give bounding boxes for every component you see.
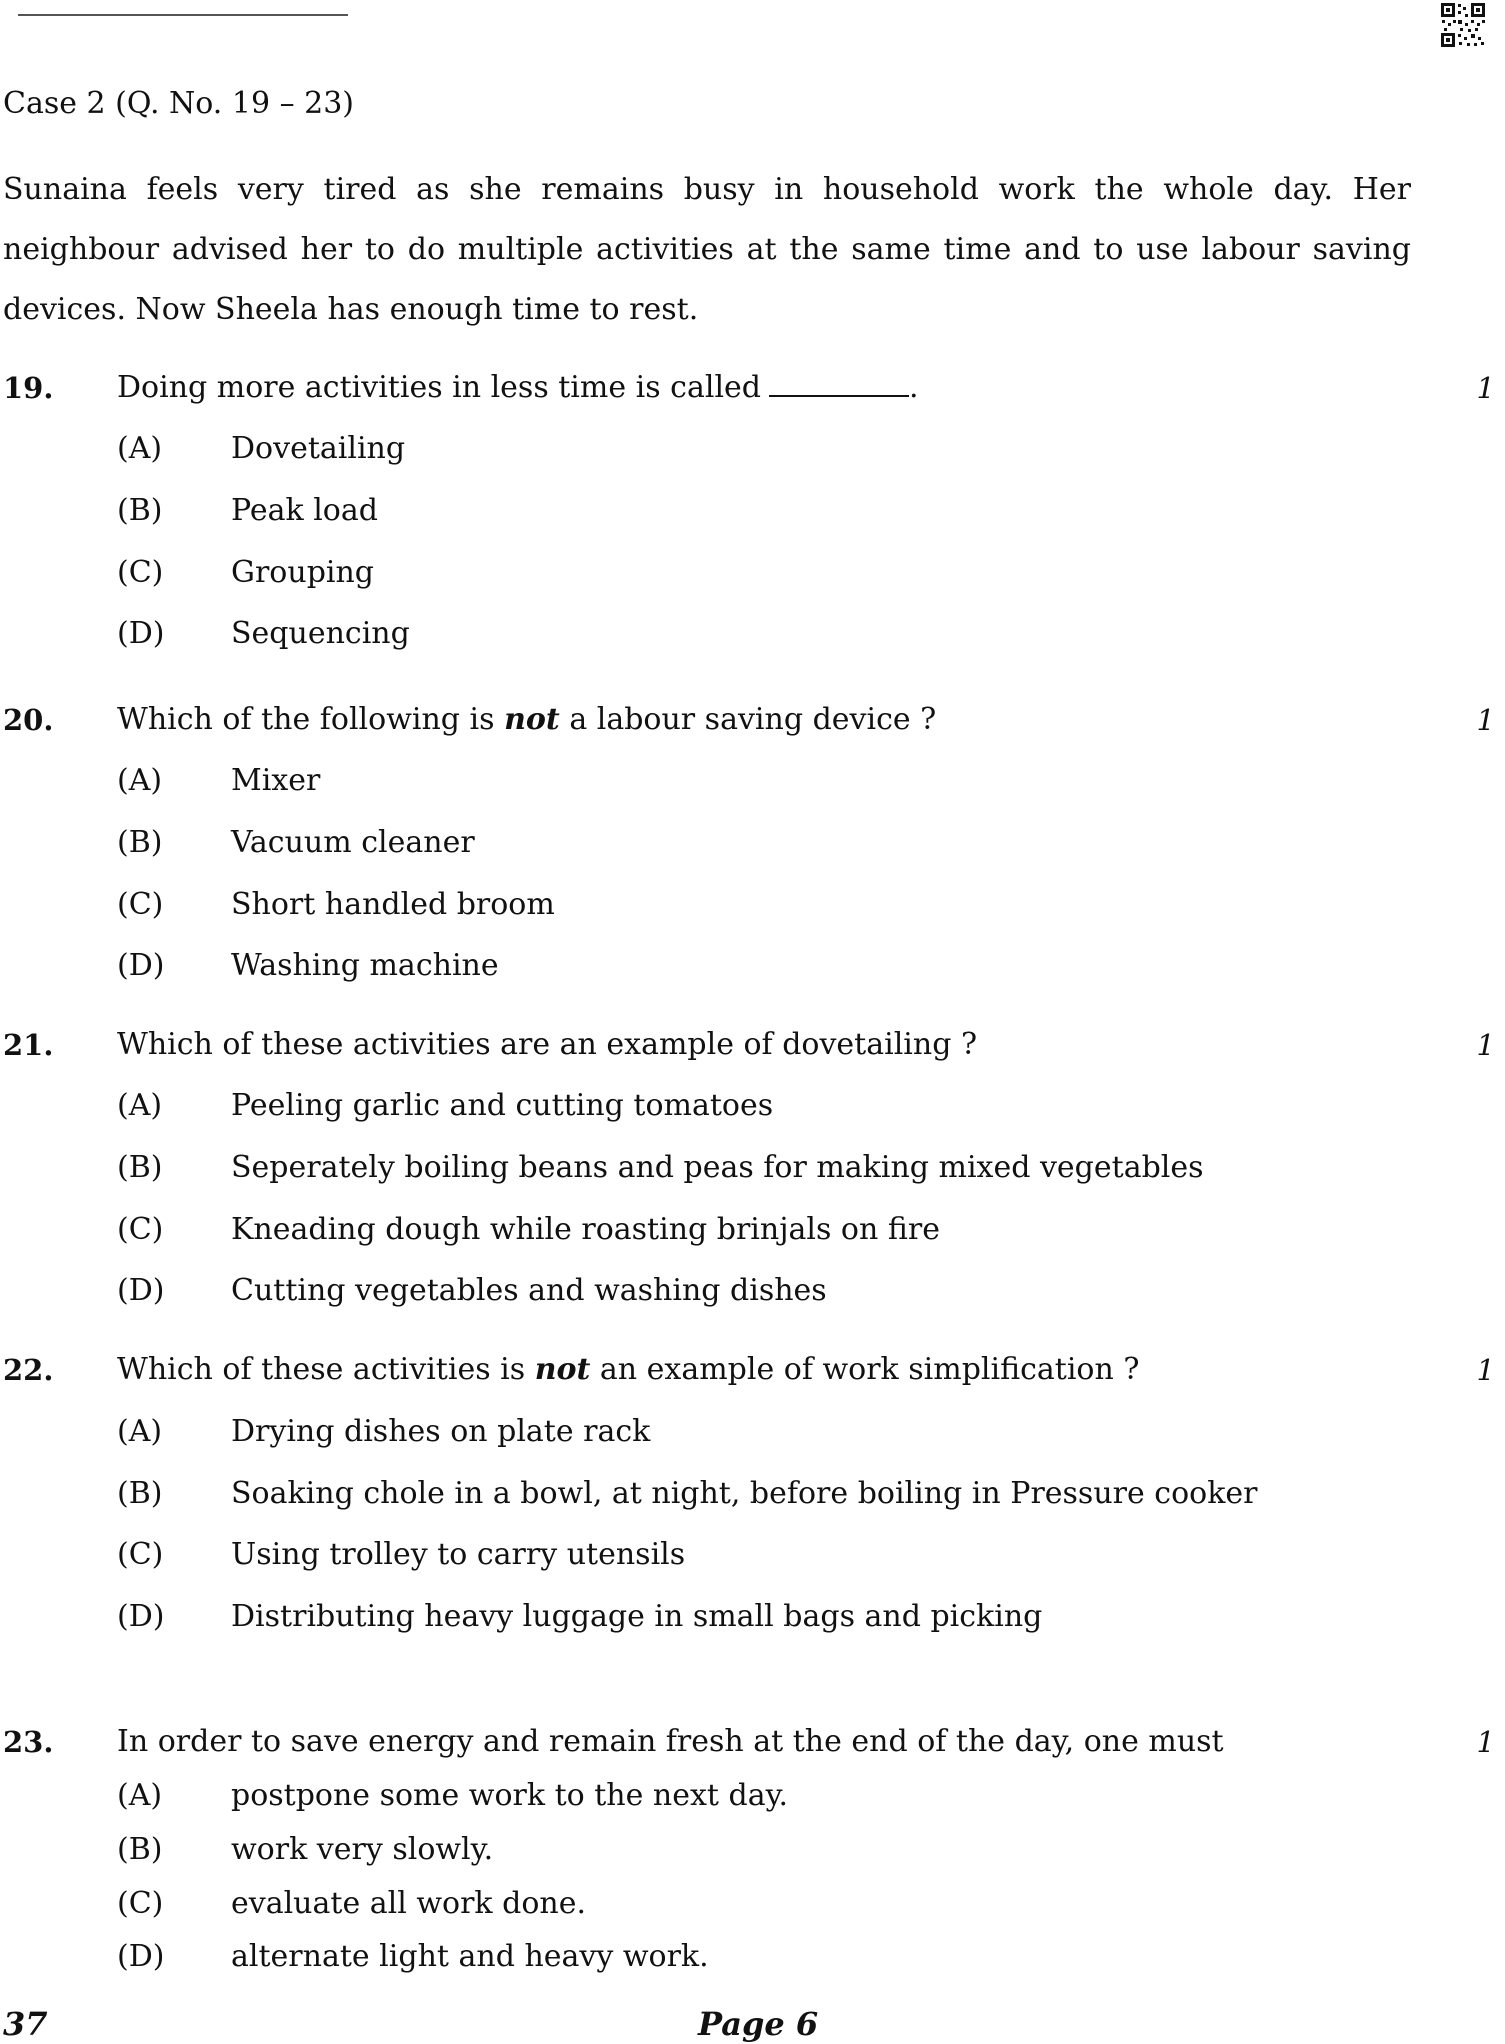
option-text: Seperately boiling beans and peas for making mixed vegetables xyxy=(231,1150,1204,1185)
option-20-c xyxy=(0,885,1505,925)
option-19-d xyxy=(0,614,1505,654)
option-letter: (D) xyxy=(117,1273,165,1308)
case-heading: Case 2 (Q. No. 19 – 23) xyxy=(3,86,355,121)
option-letter: (A) xyxy=(117,431,163,466)
option-letter: (A) xyxy=(117,763,163,798)
question-marks: 1 xyxy=(1476,1353,1495,1387)
option-23-b xyxy=(0,1830,1505,1870)
option-text: Short handled broom xyxy=(231,887,555,922)
question-marks: 1 xyxy=(1476,1725,1495,1759)
qr-code-icon xyxy=(1440,2,1486,48)
option-text: Peak load xyxy=(231,493,378,528)
option-letter: (C) xyxy=(117,555,164,590)
option-23-d xyxy=(0,1937,1505,1977)
question-text-start: Which of the following is xyxy=(117,702,495,737)
option-22-c xyxy=(0,1535,1505,1575)
case-passage-text: Sunaina feels very tired as she remains busy in household work the whole day. Her neighbour advised her to do multiple activities at the same time and to use labour saving devices. Now Sheela has enough time to rest. xyxy=(3,172,1411,327)
option-text: Vacuum cleaner xyxy=(231,825,475,860)
paper-code: 37 xyxy=(3,2005,48,2043)
option-letter: (C) xyxy=(117,1537,164,1572)
option-letter: (A) xyxy=(117,1088,163,1123)
option-text: Washing machine xyxy=(231,948,499,983)
option-text: Cutting vegetables and washing dishes xyxy=(231,1273,827,1308)
option-21-b xyxy=(0,1148,1505,1188)
option-19-b xyxy=(0,491,1505,531)
question-emphasis: not xyxy=(504,702,560,737)
option-letter: (A) xyxy=(117,1414,163,1449)
option-23-a xyxy=(0,1776,1505,1816)
question-text xyxy=(117,700,936,740)
option-letter: (D) xyxy=(117,948,165,983)
question-marks: 1 xyxy=(1476,371,1495,405)
option-letter: (B) xyxy=(117,493,163,528)
option-letter: (C) xyxy=(117,887,164,922)
option-text: postpone some work to the next day. xyxy=(231,1778,789,1813)
question-text: Which of these activities are an example of dovetailing ? xyxy=(117,1027,978,1062)
option-22-d xyxy=(0,1597,1505,1637)
option-letter: (A) xyxy=(117,1778,163,1813)
option-letter: (B) xyxy=(117,825,163,860)
option-letter: (C) xyxy=(117,1212,164,1247)
option-letter: (B) xyxy=(117,1476,163,1511)
question-number: 20. xyxy=(3,703,54,737)
option-19-a xyxy=(0,429,1505,469)
option-letter: (B) xyxy=(117,1832,163,1867)
question-number: 21. xyxy=(3,1028,54,1062)
option-21-c xyxy=(0,1210,1505,1250)
option-letter: (B) xyxy=(117,1150,163,1185)
question-emphasis: not xyxy=(534,1352,591,1387)
option-21-d xyxy=(0,1271,1505,1311)
option-22-b xyxy=(0,1474,1505,1514)
top-divider xyxy=(18,14,348,16)
option-text: Kneading dough while roasting brinjals on fire xyxy=(231,1212,940,1247)
option-20-a xyxy=(0,761,1505,801)
question-marks: 1 xyxy=(1476,1028,1495,1062)
question-number: 23. xyxy=(3,1725,54,1759)
option-text: Peeling garlic and cutting tomatoes xyxy=(231,1088,774,1123)
question-text-end: . xyxy=(909,370,919,405)
option-20-d xyxy=(0,946,1505,986)
option-text: Sequencing xyxy=(231,616,410,651)
question-number: 19. xyxy=(3,371,54,405)
option-21-a xyxy=(0,1086,1505,1126)
question-text-end: an example of work simplification ? xyxy=(599,1352,1140,1387)
option-text: Grouping xyxy=(231,555,375,590)
option-text: Drying dishes on plate rack xyxy=(231,1414,651,1449)
option-text: alternate light and heavy work. xyxy=(231,1939,709,1974)
option-text: Distributing heavy luggage in small bags and picking xyxy=(231,1599,1043,1634)
case-passage xyxy=(3,160,1411,340)
option-letter: (D) xyxy=(117,1939,165,1974)
question-text-start: Doing more activities in less time is called xyxy=(117,370,762,405)
question-text-end: a labour saving device ? xyxy=(569,702,937,737)
option-20-b xyxy=(0,823,1505,863)
option-text: Using trolley to carry utensils xyxy=(231,1537,686,1572)
question-marks: 1 xyxy=(1476,703,1495,737)
option-text: work very slowly. xyxy=(231,1832,494,1867)
option-letter: (D) xyxy=(117,616,165,651)
option-23-c xyxy=(0,1884,1505,1924)
option-19-c xyxy=(0,553,1505,593)
option-letter: (C) xyxy=(117,1886,164,1921)
option-text: Soaking chole in a bowl, at night, before boiling in Pressure cooker xyxy=(231,1476,1258,1511)
option-letter: (D) xyxy=(117,1599,165,1634)
question-text: In order to save energy and remain fresh at the end of the day, one must xyxy=(117,1724,1224,1759)
question-text xyxy=(117,1350,1139,1390)
option-text: evaluate all work done. xyxy=(231,1886,587,1921)
answer-blank xyxy=(769,369,909,397)
question-number: 22. xyxy=(3,1353,54,1387)
question-text-start: Which of these activities is xyxy=(117,1352,526,1387)
option-text: Mixer xyxy=(231,763,321,798)
option-22-a xyxy=(0,1412,1505,1452)
question-text xyxy=(117,368,919,408)
option-text: Dovetailing xyxy=(231,431,406,466)
page-number: Page 6 xyxy=(698,2005,819,2043)
